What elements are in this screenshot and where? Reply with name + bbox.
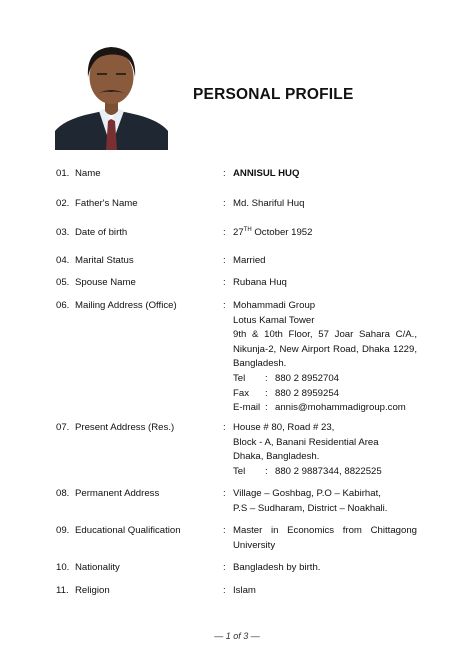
field-number: 08. <box>56 488 70 499</box>
address-line: Mohammadi Group <box>233 300 316 311</box>
field-label: Date of birth <box>75 227 128 238</box>
nationality-value: Bangladesh by birth. <box>233 562 321 573</box>
field-label: Spouse Name <box>75 277 136 288</box>
present-address-value <box>233 421 417 479</box>
field-label: Name <box>75 168 101 179</box>
field-colon: : <box>223 168 226 179</box>
field-label: Marital Status <box>75 255 134 266</box>
dob-day: 27 <box>233 227 244 238</box>
field-colon: : <box>223 422 226 433</box>
field-colon: : <box>223 277 226 288</box>
field-label: Nationality <box>75 562 120 573</box>
permanent-address-value <box>233 487 417 516</box>
spouse-name-value: Rubana Huq <box>233 277 287 288</box>
education-line: Master in Economics from Chittagong <box>233 525 417 536</box>
profile-photo <box>55 35 168 150</box>
name-value: ANNISUL HUQ <box>233 168 300 179</box>
field-label: Mailing Address (Office) <box>75 300 177 311</box>
field-colon: : <box>223 585 226 596</box>
field-colon: : <box>223 255 226 266</box>
office-email: E-mail : annis@mohammadigroup.com <box>233 402 406 414</box>
address-line: P.S – Sudharam, District – Noakhali. <box>233 502 388 514</box>
field-label: Present Address (Res.) <box>75 422 175 433</box>
dob-suffix: TH <box>243 227 252 233</box>
field-label: Permanent Address <box>75 488 160 499</box>
religion-value: Islam <box>233 585 256 596</box>
field-number: 03. <box>56 227 70 238</box>
page-number: — 1 of 3 — <box>214 631 260 641</box>
education-value <box>233 524 417 553</box>
field-number: 01. <box>56 168 70 179</box>
education-line: University <box>233 539 276 551</box>
field-number: 06. <box>56 300 70 311</box>
fathers-name-value: Md. Shariful Huq <box>233 198 305 209</box>
field-number: 09. <box>56 525 70 536</box>
field-number: 04. <box>56 255 70 266</box>
address-line: Lotus Kamal Tower <box>233 314 315 326</box>
mailing-address-value <box>233 299 417 416</box>
address-line: Bangladesh. <box>233 358 287 370</box>
address-line: House # 80, Road # 23, <box>233 422 335 433</box>
page-title: PERSONAL PROFILE <box>193 86 354 103</box>
field-number: 05. <box>56 277 70 288</box>
date-of-birth-value <box>233 226 417 241</box>
field-label: Religion <box>75 585 110 596</box>
field-colon: : <box>223 488 226 499</box>
field-colon: : <box>223 525 226 536</box>
field-colon: : <box>223 227 226 238</box>
office-fax: Fax : 880 2 8959254 <box>233 387 340 399</box>
field-number: 02. <box>56 198 70 209</box>
field-colon: : <box>223 300 226 311</box>
residence-tel: Tel : 880 2 9887344, 8822525 <box>233 465 382 477</box>
field-label: Father's Name <box>75 198 138 209</box>
field-number: 07. <box>56 422 70 433</box>
address-line: Village – Goshbag, P.O – Kabirhat, <box>233 488 381 499</box>
address-line: Block - A, Banani Residential Area <box>233 436 379 448</box>
dob-rest: October 1952 <box>254 227 313 238</box>
office-tel: Tel : 880 2 8952704 <box>233 372 340 384</box>
address-line: Dhaka, Bangladesh. <box>233 451 320 463</box>
field-number: 10. <box>56 562 70 573</box>
person-portrait-icon <box>55 35 168 150</box>
field-colon: : <box>223 198 226 209</box>
address-line: 9th & 10th Floor, 57 Joar Sahara C/A., <box>233 329 417 341</box>
address-line: Nikunja-2, New Airport Road, Dhaka 1229, <box>233 343 417 355</box>
field-colon: : <box>223 562 226 573</box>
field-number: 11. <box>56 585 69 596</box>
field-label: Educational Qualification <box>75 525 181 536</box>
marital-status-value: Married <box>233 255 266 266</box>
